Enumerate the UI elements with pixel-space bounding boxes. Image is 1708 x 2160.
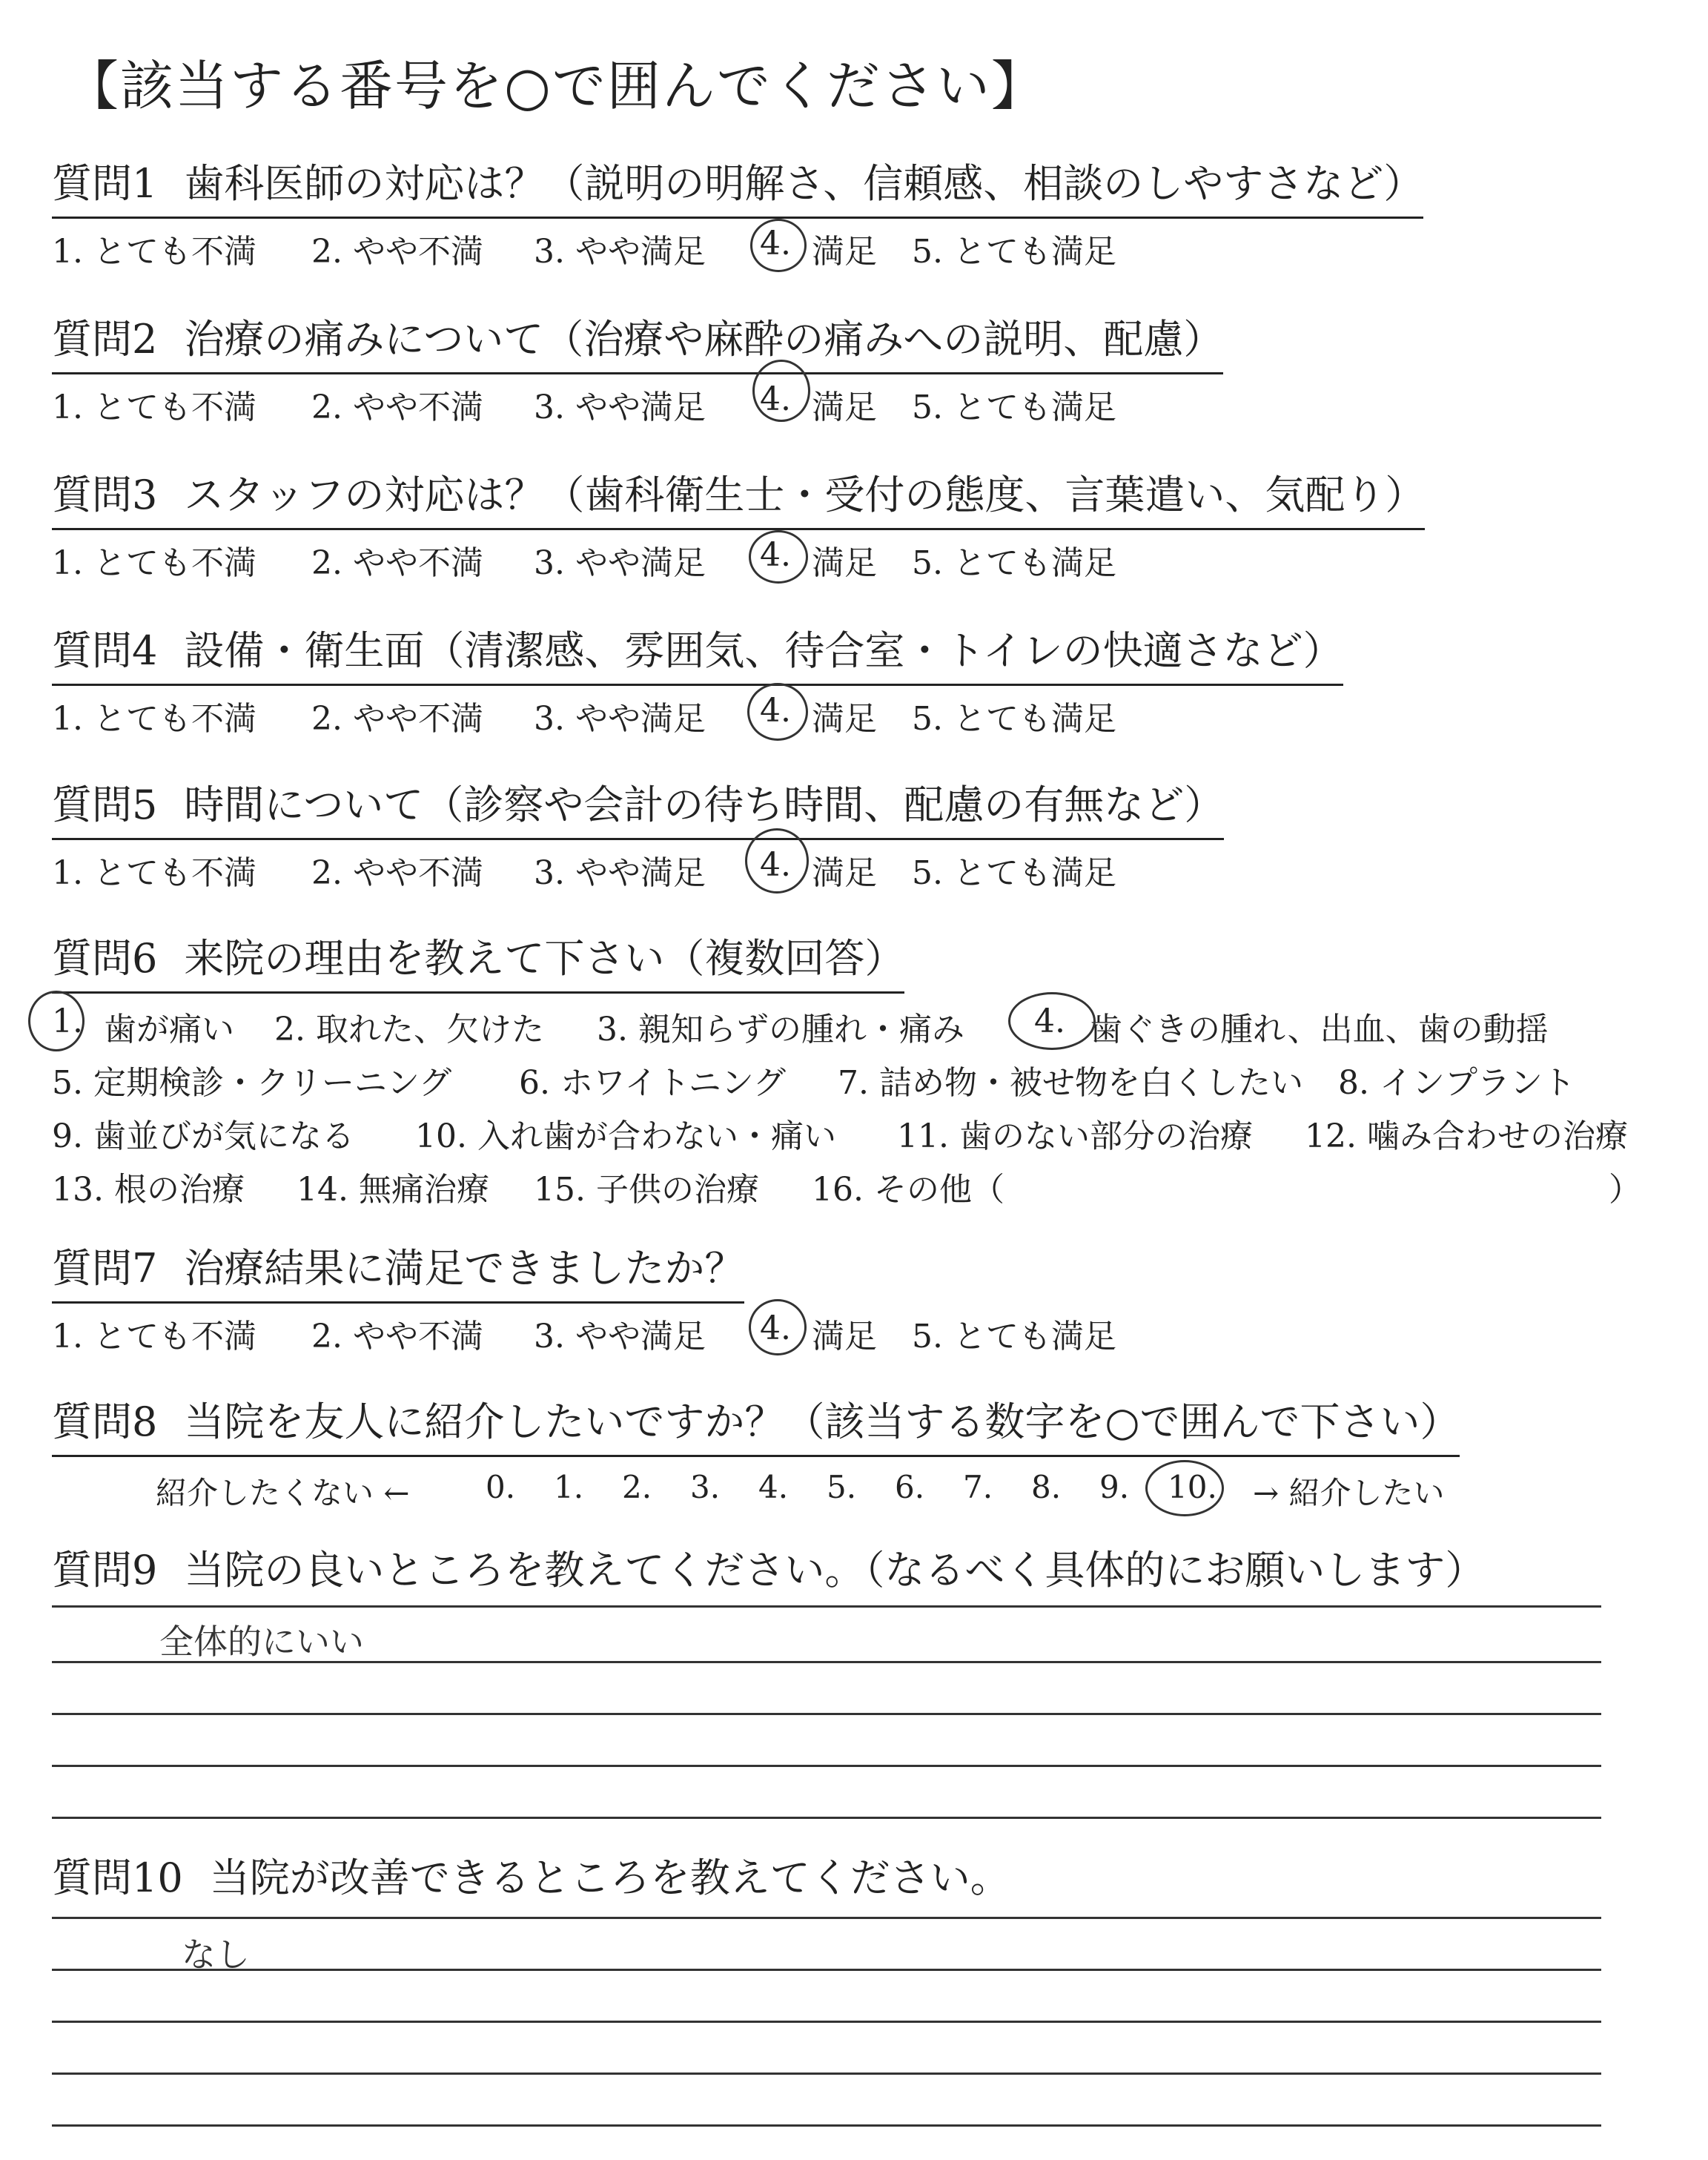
reason-11[interactable]: 11. 歯のない部分の治療 (897, 1117, 1253, 1155)
question-9-header (52, 1539, 1485, 1596)
reason-14[interactable]: 14. 無痛治療 (297, 1171, 489, 1209)
question-1-header (52, 152, 1423, 219)
question-text: 設備・衛生面（清潔感、雰囲気、待合室・トイレの快適さなど） (184, 627, 1343, 674)
option-4-label: 満足 (812, 233, 877, 271)
recommend-scale (52, 1469, 1460, 1521)
question-text: 歯科医師の対応は？（説明の明解さ、信頼感、相談のしやすさなど） (184, 160, 1424, 207)
question-number: 質問6 (52, 935, 158, 982)
option-1[interactable]: 1. とても不満 (52, 700, 256, 738)
question-number: 質問4 (52, 627, 158, 674)
reason-row-4 (52, 1163, 1641, 1216)
reason-2[interactable]: 2. 取れた、欠けた (274, 1011, 544, 1048)
answer-line (52, 1969, 1601, 1971)
handwritten-answer-q9[interactable]: 全体的にいい (159, 1622, 364, 1662)
option-3[interactable]: 3. やや満足 (534, 544, 706, 582)
question-text: 来院の理由を教えて下さい（複数回答） (184, 935, 905, 982)
selection-circle-mark (747, 683, 808, 741)
recommend-low-label: 紹介したくない ← (156, 1475, 410, 1511)
question-number: 質問7 (52, 1245, 158, 1292)
rating-scale (52, 225, 1423, 269)
question-6-header (52, 927, 904, 994)
selection-circle-mark (1145, 1460, 1224, 1516)
option-4-label: 満足 (812, 389, 877, 426)
selection-circle-mark (750, 219, 807, 272)
reason-16-close: ） (1609, 1171, 1641, 1209)
question-2-header (52, 308, 1223, 374)
selection-circle-mark (752, 360, 810, 422)
reason-12[interactable]: 12. 噛み合わせの治療 (1305, 1117, 1628, 1155)
question-7 (52, 1237, 1116, 1355)
question-text: スタッフの対応は？（歯科衛生士・受付の態度、言葉遣い、気配り） (184, 472, 1426, 518)
question-4 (52, 619, 1343, 736)
option-3[interactable]: 3. やや満足 (534, 233, 706, 271)
score-8[interactable]: 8. (1031, 1469, 1062, 1505)
option-4-label: 満足 (812, 544, 877, 582)
option-3[interactable]: 3. やや満足 (534, 389, 706, 426)
option-1[interactable]: 1. とても不満 (52, 389, 256, 426)
reason-row-1 (52, 1003, 1549, 1056)
question-8 (52, 1390, 1460, 1521)
question-text: 当院を友人に紹介したいですか？（該当する数字を○で囲んで下さい） (184, 1398, 1460, 1445)
question-number: 質問1 (52, 160, 158, 207)
question-number: 質問10 (52, 1855, 183, 1901)
option-2[interactable]: 2. やや不満 (311, 854, 483, 892)
recommend-high-label: → 紹介したい (1253, 1475, 1445, 1511)
reason-15[interactable]: 15. 子供の治療 (534, 1171, 759, 1209)
option-5[interactable]: 5. とても満足 (912, 544, 1116, 582)
selection-circle-mark (749, 1299, 807, 1355)
question-number: 質問3 (52, 472, 158, 518)
answer-line (52, 1713, 1601, 1715)
question-6 (52, 927, 1641, 1216)
answer-line (52, 2073, 1601, 2075)
reason-8[interactable]: 8. インプラント (1338, 1064, 1575, 1102)
reason-1-label: 歯が痛い (104, 1011, 234, 1048)
question-number: 質問2 (52, 316, 158, 363)
answer-line (52, 2124, 1601, 2127)
option-3[interactable]: 3. やや満足 (534, 700, 706, 738)
option-3[interactable]: 3. やや満足 (534, 854, 706, 892)
answer-line (52, 1765, 1601, 1767)
reason-10[interactable]: 10. 入れ歯が合わない・痛い (415, 1117, 836, 1155)
reason-row-3 (52, 1109, 1628, 1163)
option-1[interactable]: 1. とても不満 (52, 544, 256, 582)
question-3-header (52, 463, 1425, 530)
option-4[interactable]: 4. (760, 846, 791, 884)
question-4-header (52, 619, 1343, 686)
question-9 (52, 1539, 1485, 1596)
question-number: 質問8 (52, 1398, 158, 1445)
option-4-label: 満足 (812, 700, 877, 738)
option-2[interactable]: 2. やや不満 (311, 233, 483, 271)
question-number: 質問9 (52, 1547, 158, 1593)
reason-16[interactable]: 16. その他（ (812, 1171, 1004, 1209)
option-4[interactable]: 4. (760, 225, 791, 262)
selection-circle-mark (745, 828, 809, 894)
score-4[interactable]: 4. (758, 1469, 789, 1505)
page-title: 【該当する番号を○で囲んでください】 (65, 55, 1046, 117)
option-5[interactable]: 5. とても満足 (912, 854, 1116, 892)
option-1[interactable]: 1. とても不満 (52, 1318, 256, 1355)
question-text: 治療結果に満足できましたか？ (184, 1245, 745, 1292)
option-2[interactable]: 2. やや不満 (311, 700, 483, 738)
question-text: 当院の良いところを教えてください。（なるべく具体的にお願いします） (184, 1547, 1486, 1593)
question-5-header (52, 773, 1224, 840)
question-3 (52, 463, 1425, 581)
score-5[interactable]: 5. (827, 1469, 857, 1505)
score-10[interactable]: 10. (1168, 1469, 1217, 1505)
score-7[interactable]: 7. (963, 1469, 993, 1505)
question-10-header (52, 1846, 1010, 1903)
option-4[interactable]: 4. (760, 536, 791, 574)
selection-circle-mark (749, 530, 808, 584)
option-4[interactable]: 4. (760, 1309, 791, 1347)
option-2[interactable]: 2. やや不満 (311, 1318, 483, 1355)
option-5[interactable]: 5. とても満足 (912, 233, 1116, 271)
handwritten-answer-q10[interactable]: なし (182, 1935, 250, 1975)
selection-circle-mark (28, 991, 85, 1051)
reason-4-label: 歯ぐきの腫れ、出血、歯の動揺 (1090, 1011, 1549, 1048)
option-2[interactable]: 2. やや不満 (311, 389, 483, 426)
question-text: 治療の痛みについて（治療や麻酔の痛みへの説明、配慮） (184, 316, 1224, 363)
question-text: 当院が改善できるところを教えてください。 (209, 1855, 1010, 1901)
reason-4-number[interactable]: 4. (1034, 1003, 1065, 1040)
answer-line (52, 1605, 1601, 1608)
score-6[interactable]: 6. (895, 1469, 925, 1505)
question-2 (52, 308, 1223, 425)
question-text: 時間について（診察や会計の待ち時間、配慮の有無など） (184, 782, 1225, 828)
option-1[interactable]: 1. とても不満 (52, 233, 256, 271)
option-5[interactable]: 5. とても満足 (912, 700, 1116, 738)
score-9[interactable]: 9. (1099, 1469, 1130, 1505)
rating-scale (52, 692, 1343, 736)
answer-line (52, 1917, 1601, 1919)
option-4[interactable]: 4. (760, 692, 791, 730)
reason-7[interactable]: 7. 詰め物・被せ物を白くしたい (838, 1064, 1303, 1102)
reason-row-2 (52, 1056, 1575, 1109)
answer-line (52, 1661, 1601, 1663)
option-2[interactable]: 2. やや不満 (311, 544, 483, 582)
rating-scale (52, 380, 1223, 425)
option-5[interactable]: 5. とても満足 (912, 1318, 1116, 1355)
question-7-header (52, 1237, 744, 1304)
option-4-label: 満足 (812, 854, 877, 892)
question-8-header (52, 1390, 1460, 1457)
reason-13[interactable]: 13. 根の治療 (52, 1171, 245, 1209)
reason-3[interactable]: 3. 親知らずの腫れ・痛み (597, 1011, 964, 1048)
option-3[interactable]: 3. やや満足 (534, 1318, 706, 1355)
reason-9[interactable]: 9. 歯並びが気になる (52, 1117, 354, 1155)
option-1[interactable]: 1. とても不満 (52, 854, 256, 892)
rating-scale (52, 536, 1425, 581)
rating-scale (52, 846, 1224, 891)
rating-scale (52, 1309, 1116, 1355)
reason-5[interactable]: 5. 定期検診・クリーニング (52, 1064, 452, 1102)
option-5[interactable]: 5. とても満足 (912, 389, 1116, 426)
option-4-label: 満足 (812, 1318, 877, 1355)
score-3[interactable]: 3. (690, 1469, 721, 1505)
score-0[interactable]: 0. (486, 1469, 516, 1505)
question-1 (52, 152, 1423, 269)
selection-circle-mark (1008, 992, 1096, 1050)
score-2[interactable]: 2. (622, 1469, 652, 1505)
reason-1-number[interactable]: 1. (52, 1003, 83, 1040)
question-5 (52, 773, 1224, 891)
answer-line (52, 1817, 1601, 1819)
option-4[interactable]: 4. (760, 380, 791, 418)
reason-6[interactable]: 6. ホワイトニング (519, 1064, 787, 1102)
score-1[interactable]: 1. (554, 1469, 584, 1505)
answer-line (52, 2021, 1601, 2023)
question-number: 質問5 (52, 782, 158, 828)
question-10 (52, 1846, 1010, 1903)
